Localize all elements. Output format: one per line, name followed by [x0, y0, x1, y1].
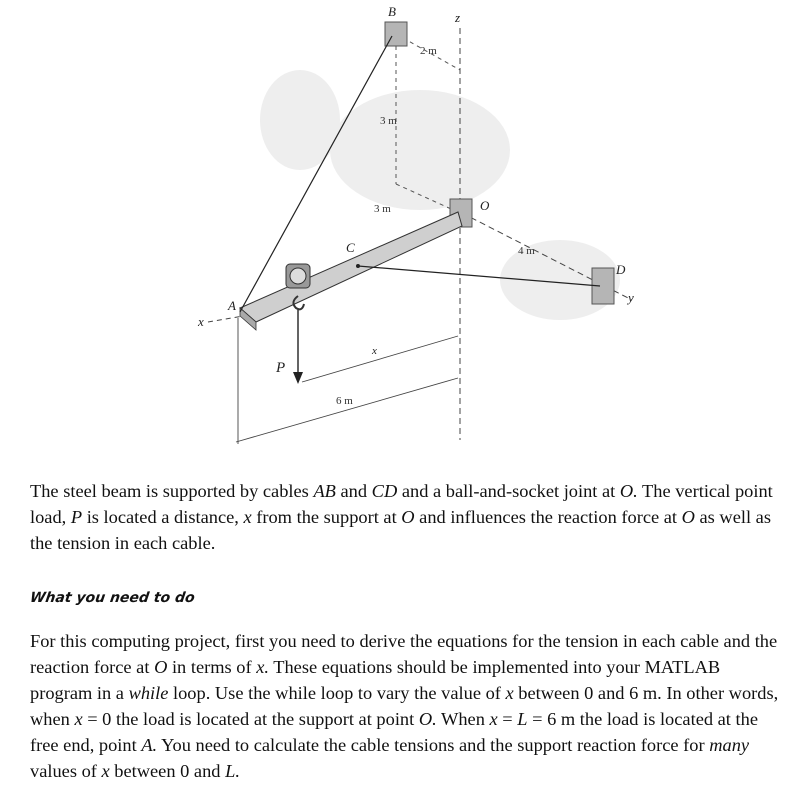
p1-t8: as well as the tension in each cable. — [30, 507, 772, 553]
p2-t3: These equations should be implemented into your MATLAB program in a — [30, 657, 721, 703]
dim-bo-label: 3 m — [380, 115, 397, 127]
p2-o1: O — [154, 657, 168, 677]
task-description — [30, 628, 784, 784]
point-c-marker — [356, 264, 360, 268]
p1-t3: and a ball-and-socket joint at — [397, 481, 620, 501]
p2-w1: while — [128, 683, 169, 703]
p1-t4: The vertical point load, — [30, 481, 773, 527]
dim-l-line — [236, 378, 458, 442]
p2-t8: = — [497, 709, 518, 729]
section-heading: What you need to do — [28, 590, 196, 606]
p2-x1: x. — [256, 657, 269, 677]
p2-o2: O. — [418, 709, 437, 729]
p1-t5: is located a distance, — [82, 507, 244, 527]
p2-t4: loop. Use the while loop to vary the value of — [168, 683, 506, 703]
p2-x4: x — [489, 709, 498, 729]
p1-t7: and influences the reaction force at — [414, 507, 682, 527]
load-p-arrowhead — [293, 372, 303, 384]
p1-p: P — [70, 507, 83, 527]
p2-l1: L — [517, 709, 528, 729]
dim-l-label: 6 m — [336, 395, 353, 407]
label-o: O — [480, 198, 490, 213]
dim-bz-label: 2 m — [420, 45, 437, 57]
label-x-axis: x — [198, 314, 204, 329]
p1-ab: AB — [313, 481, 336, 501]
label-c: C — [346, 240, 355, 255]
p2-t2: in terms of — [167, 657, 257, 677]
p1-o2: O — [401, 507, 415, 527]
p1-o3: O — [681, 507, 695, 527]
p1-x: x — [243, 507, 252, 527]
label-d: D — [616, 262, 626, 277]
p2-t9: = 6 m the load is located at the free end, point — [30, 709, 758, 755]
dim-co-label: 3 m — [374, 203, 391, 215]
label-a: A — [228, 298, 236, 313]
p2-x5: x — [101, 761, 110, 781]
dim-x-label: x — [372, 345, 377, 357]
p2-many: many — [709, 735, 750, 755]
p2-x3: x — [74, 709, 83, 729]
p2-t7: When — [436, 709, 490, 729]
p2-t10: You need to calculate the cable tensions and the support reaction force for — [157, 735, 710, 755]
p2-t1: For this computing project, first you need to derive the equations for the tension in each cable and the reaction force at — [30, 631, 778, 677]
label-b: B — [388, 4, 396, 19]
p1-cd: CD — [371, 481, 398, 501]
dim-od-label: 4 m — [518, 245, 535, 257]
p2-t5: between 0 and 6 m. In other words, when — [30, 683, 779, 729]
label-y-axis: y — [628, 290, 634, 305]
label-z: z — [455, 10, 461, 25]
p2-t11: values of — [30, 761, 102, 781]
dim-x-line — [302, 336, 458, 382]
p2-t6: = 0 the load is located at the support at point — [82, 709, 419, 729]
p2-a1: A. — [141, 735, 158, 755]
problem-description — [30, 478, 784, 556]
p1-t6: from the support at — [251, 507, 402, 527]
label-p: P — [276, 360, 286, 376]
p2-x2: x — [505, 683, 514, 703]
steel-beam — [240, 212, 462, 322]
p2-t12: between 0 and — [109, 761, 226, 781]
p1-t2: and — [335, 481, 372, 501]
p1-o1: O. — [619, 481, 638, 501]
p2-l2: L. — [225, 761, 240, 781]
p1-t1: The steel beam is supported by cables — [30, 481, 314, 501]
